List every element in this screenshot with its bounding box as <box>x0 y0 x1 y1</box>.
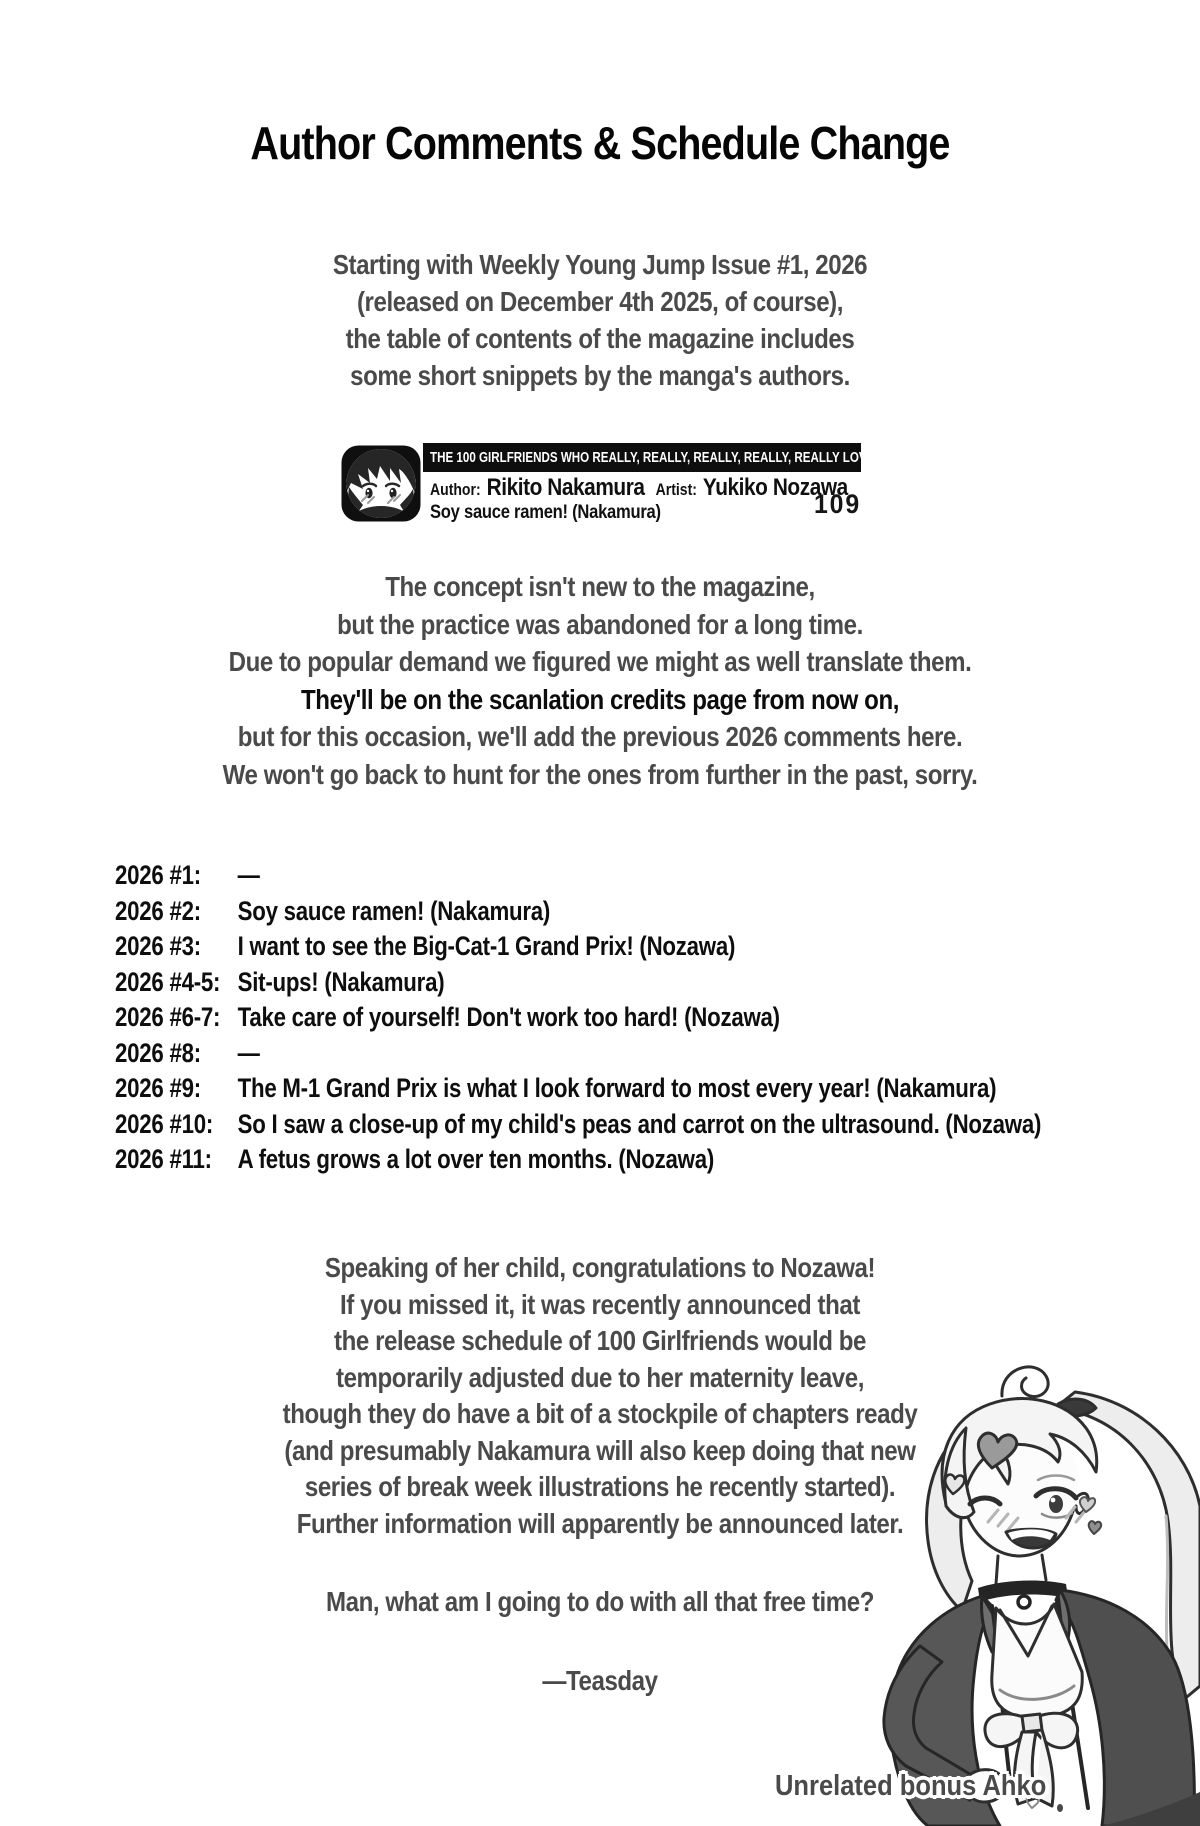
explanation-line: but the practice was abandoned for a long time. <box>337 608 863 640</box>
issue-comment: So I saw a close-up of my child's peas and carrot on the ultrasound. (Nozawa) <box>237 1108 1042 1139</box>
announcement-line: though they do have a bit of a stockpile of chapters ready <box>282 1398 918 1429</box>
intro-line: Starting with Weekly Young Jump Issue #1, 2026 <box>332 249 868 280</box>
free-time-line: Man, what am I going to do with all that free time? <box>325 1586 874 1617</box>
announcement-line: Further information will apparently be announced later. <box>296 1507 904 1539</box>
issue-comment: Sit-ups! (Nakamura) <box>237 966 445 997</box>
issue-comment: — <box>237 1037 260 1068</box>
announcement-line: (and presumably Nakamura will also keep doing that new <box>284 1434 916 1466</box>
announcement-line: series of break week illustrations he recently started). <box>304 1471 896 1502</box>
author-name: Rikito Nakamura <box>486 474 645 501</box>
artist-label: Artist: <box>655 481 697 499</box>
issue-label: 2026 #10: <box>115 1108 213 1139</box>
issue-comment: — <box>237 860 260 890</box>
issue-comment: The M-1 Grand Prix is what I look forward to most every year! (Nakamura) <box>237 1073 997 1103</box>
comment-schedule-list <box>115 858 1106 1178</box>
issue-comment: Take care of yourself! Don't work too hard! (Nozawa) <box>237 1002 780 1032</box>
schedule-row <box>115 1036 1106 1072</box>
explanation-line: Due to popular demand we figured we might as well translate them. <box>228 646 972 677</box>
explanation-paragraph <box>84 568 1116 793</box>
schedule-row <box>115 894 1106 930</box>
issue-label: 2026 #9: <box>115 1073 201 1103</box>
intro-line: (released on December 4th 2025, of course), <box>356 286 844 317</box>
schedule-row <box>115 1000 1106 1036</box>
announcement-line: temporarily adjusted due to her maternity leave, <box>335 1361 865 1393</box>
snippet-author-comment: Soy sauce ramen! (Nakamura) <box>430 501 661 523</box>
schedule-row <box>115 858 1106 894</box>
author-portrait-image <box>339 443 423 524</box>
intro-paragraph <box>84 246 1116 394</box>
explanation-line: but for this occasion, we'll add the previous 2026 comments here. <box>237 721 963 752</box>
schedule-row <box>115 929 1106 965</box>
explanation-line: We won't go back to hunt for the ones from further in the past, sorry. <box>222 758 978 790</box>
series-title-bar <box>423 443 903 472</box>
announcement-line: If you missed it, it was recently announced that <box>340 1288 860 1320</box>
issue-label: 2026 #11: <box>115 1144 212 1174</box>
explanation-bold-line: They'll be on the scanlation credits page from now on, <box>301 683 899 715</box>
signature: —Teasday <box>542 1665 658 1696</box>
explanation-line: The concept isn't new to the magazine, <box>385 571 815 602</box>
issue-comment: Soy sauce ramen! (Nakamura) <box>237 895 551 926</box>
schedule-row <box>115 1071 1106 1107</box>
issue-comment: A fetus grows a lot over ten months. (Nozawa) <box>237 1144 715 1174</box>
issue-label: 2026 #3: <box>115 931 201 961</box>
issue-comment: I want to see the Big-Cat-1 Grand Prix! (Nozawa) <box>237 931 736 961</box>
issue-label: 2026 #1: <box>115 860 201 890</box>
author-comment-snippet <box>339 443 903 524</box>
issue-label: 2026 #6-7: <box>115 1002 221 1032</box>
announcement-line: the release schedule of 100 Girlfriends would be <box>333 1325 867 1356</box>
schedule-row <box>115 1107 1106 1143</box>
ahko-illustration <box>850 1356 1200 1826</box>
issue-label: 2026 #8: <box>115 1037 201 1068</box>
intro-line: some short snippets by the manga's authors. <box>350 360 850 391</box>
intro-line: the table of contents of the magazine includes <box>345 323 855 354</box>
issue-label: 2026 #4-5: <box>115 966 221 997</box>
issue-label: 2026 #2: <box>115 895 201 926</box>
author-label: Author: <box>430 481 481 499</box>
schedule-row <box>115 965 1106 1001</box>
series-title: THE 100 GIRLFRIENDS WHO REALLY, REALLY, REALLY, REALLY, REALLY LOVE YOU <box>430 449 903 466</box>
illustration-caption: Unrelated bonus Ahko <box>775 1770 1047 1802</box>
page-title: Author Comments & Schedule Change <box>250 117 950 169</box>
magazine-page-number: 109 <box>814 489 861 519</box>
schedule-row <box>115 1142 1106 1178</box>
announcement-line: Speaking of her child, congratulations to Nozawa! <box>324 1252 876 1283</box>
artist-name: Yukiko Nozawa <box>702 474 848 501</box>
